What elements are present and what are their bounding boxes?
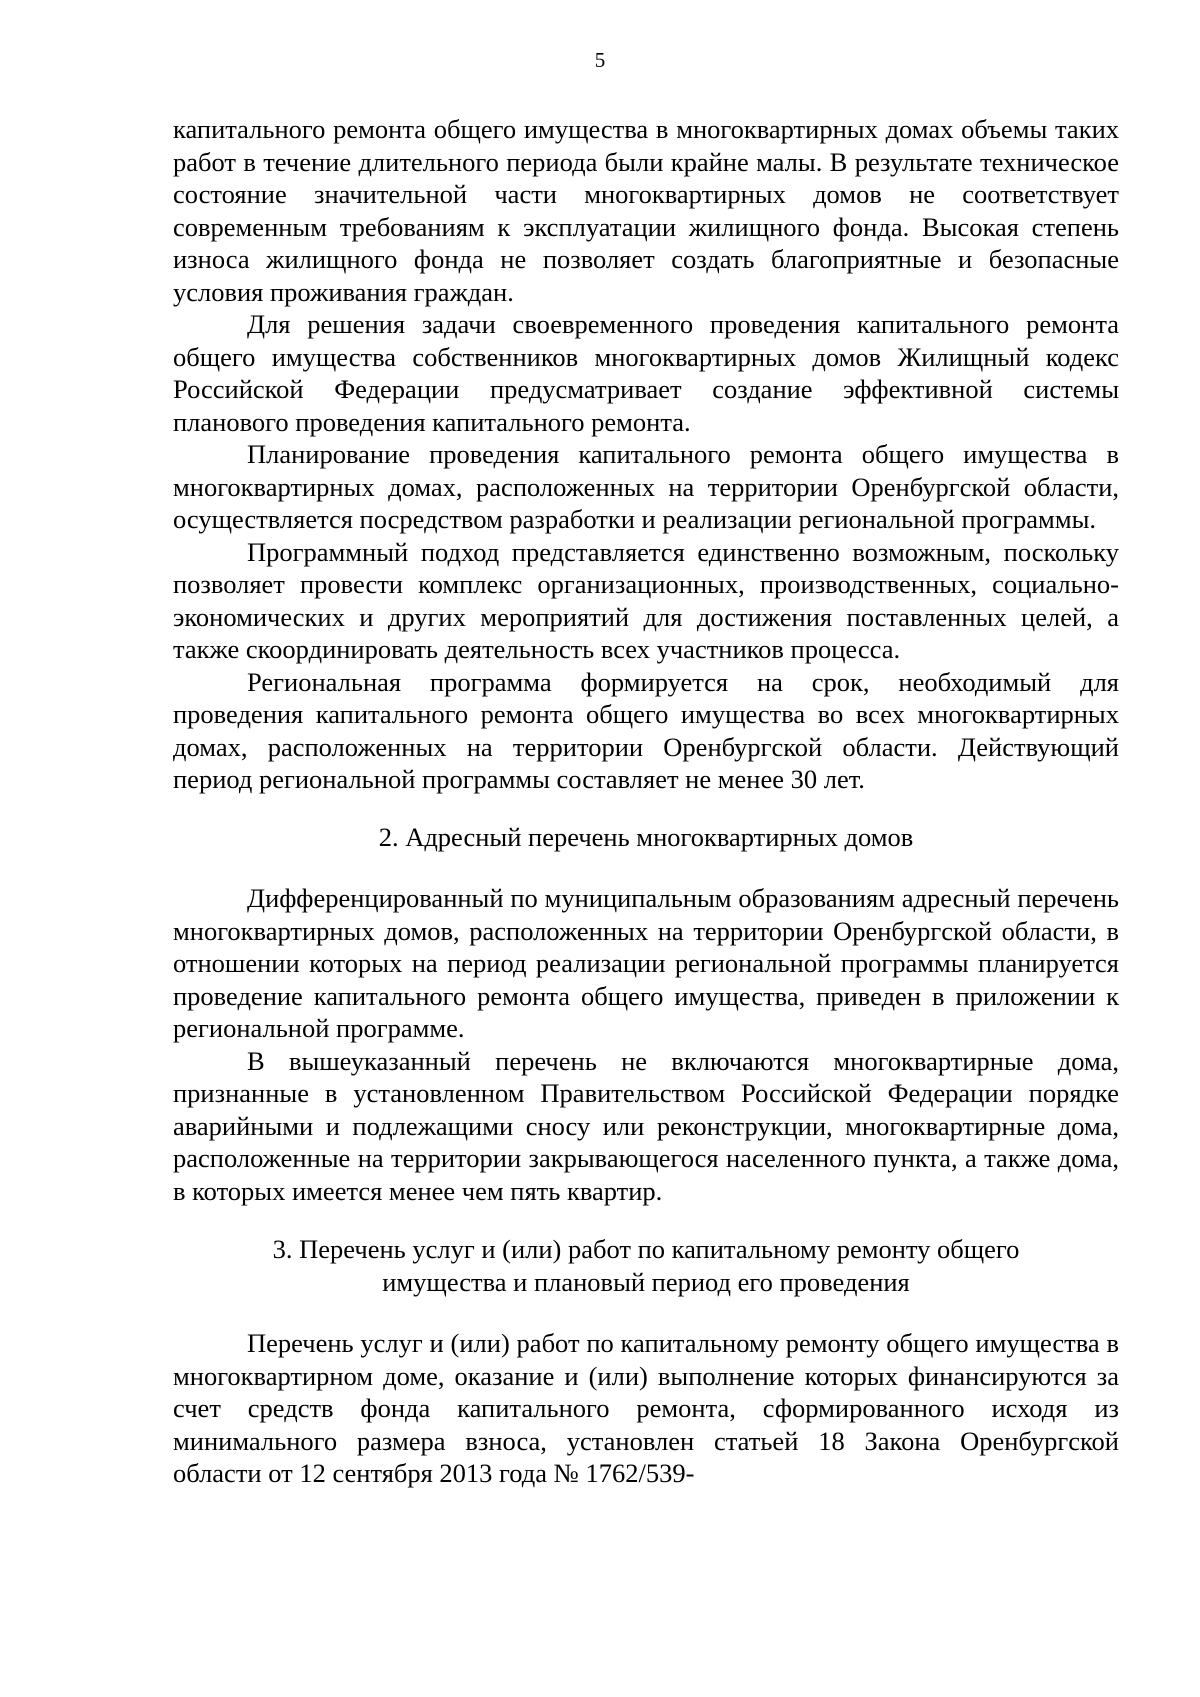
section-heading-2: 2. Адресный перечень многоквартирных домов	[378, 821, 914, 852]
paragraph-housing-code: Для решения задачи своевременного проведения капитального ремонта общего имущества собственников многоквартирных домов Жилищный кодекс Российской Федерации предусматривает создание эффективной системы планового проведения капитального ремонта.	[173, 309, 1119, 437]
paragraph-program-period: Региональная программа формируется на срок, необходимый для проведения капитального ремонта общего имущества во всех многоквартирных домах, расположенных на территории Оренбургской области. Действующий период региональной программы составляет не менее 30 лет.	[173, 666, 1119, 794]
section-heading-3-line-2: имущества и плановый период его проведения	[382, 1266, 910, 1297]
paragraph-planning: Планирование проведения капитального ремонта общего имущества в многоквартирных домах, расположенных на территории Оренбургской области, осуществляется посредством разработки и реализации региональной программы.	[173, 439, 1119, 534]
section-heading-3	[173, 1233, 1119, 1298]
paragraph-address-list: Дифференцированный по муниципальным образованиям адресный перечень многоквартирных домов, расположенных на территории Оренбургской области, в отношении которых на период реализации региональной программы планируется проведение капитального ремонта общего имущества, приведен в приложении к региональной программе.	[173, 883, 1119, 1043]
section-heading-3-line-1: 3. Перечень услуг и (или) работ по капитальному ремонту общего	[272, 1234, 1020, 1264]
document-body	[173, 113, 1119, 1490]
paragraph-program-approach: Программный подход представляется единственно возможным, поскольку позволяет провести комплекс организационных, производственных, социально-экономических и других мероприятий для достижения поставленных целей, а также скоординировать деятельность всех участников процесса.	[173, 536, 1119, 664]
page-number: 5	[594, 48, 606, 72]
paragraph-exclusions: В вышеуказанный перечень не включаются многоквартирные дома, признанные в установленном Правительством Российской Федерации порядке аварийными и подлежащими сносу или реконструкции, многоквартирные дома, расположенные на территории закрывающегося населенного пункта, а также дома, в которых имеется менее чем пять квартир.	[173, 1045, 1119, 1206]
paragraph-continuation: капитального ремонта общего имущества в многоквартирных домах объемы таких работ в течение длительного периода были крайне малы. В результате техническое состояние значительной части многоквартирных домов не соответствует современным требованиям к эксплуатации жилищного фонда. Высокая степень износа жилищного фонда не позволяет создать благоприятные и безопасные условия проживания граждан.	[173, 114, 1119, 307]
paragraph-services-list: Перечень услуг и (или) работ по капитальному ремонту общего имущества в многоквартирном доме, оказание и (или) выполнение которых финансируются за счет средств фонда капитального ремонта, сформированного исходя из минимального размера взноса, установлен статьей 18 Закона Оренбургской области от 12 сентября 2013 года № 1762/539-	[173, 1328, 1119, 1488]
